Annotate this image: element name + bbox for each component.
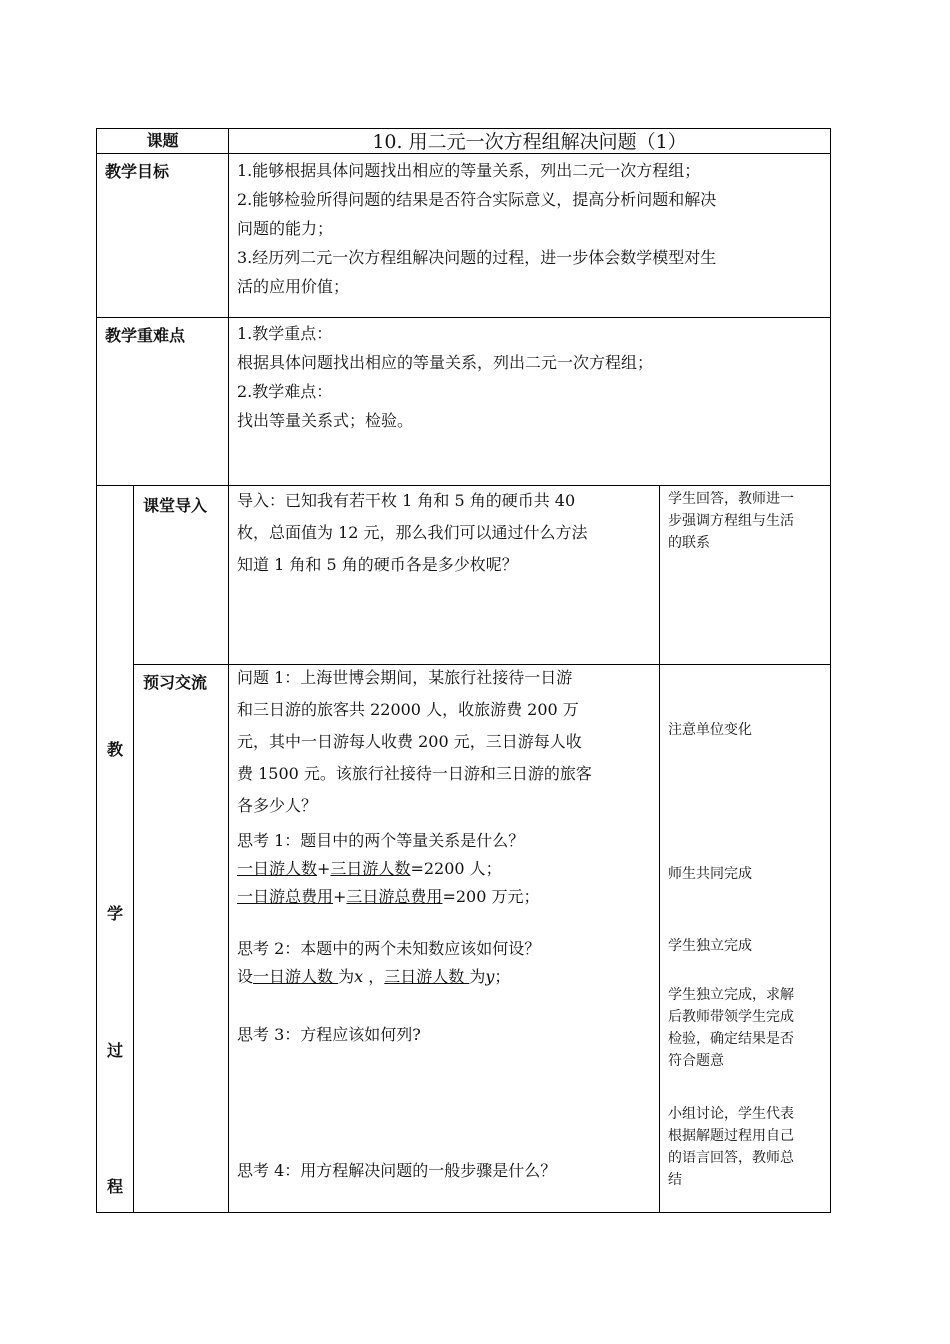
eq1-plus: + xyxy=(317,859,331,878)
problem-line: 问题 1：上海世博会期间，某旅行社接待一日游 xyxy=(237,668,573,687)
eq1-rest: =2200 人； xyxy=(410,859,502,878)
process-label-char: 学 xyxy=(107,904,124,923)
objective-line: 问题的能力； xyxy=(237,219,334,238)
key-point-line: 找出等量关系式；检验。 xyxy=(237,411,414,430)
note-line: 符合题意 xyxy=(668,1053,724,1069)
note-independent: 学生独立完成 xyxy=(668,938,752,954)
set-prefix: 设 xyxy=(237,967,254,986)
process-label-char: 过 xyxy=(107,1041,124,1060)
key-points-label: 教学重难点 xyxy=(105,326,186,345)
intro-line: 知道 1 角和 5 角的硬币各是多少枚呢？ xyxy=(237,555,518,574)
header-label: 课题 xyxy=(146,131,179,150)
think2-block xyxy=(237,935,657,991)
problem-line: 各多少人？ xyxy=(237,796,318,815)
note-line: 根据解题过程用自己 xyxy=(668,1128,794,1144)
eq2-rest: =200 万元； xyxy=(442,887,540,906)
eq2-term-a: 一日游总费用 xyxy=(237,887,334,906)
think4-question: 思考 4：用方程解决问题的一般步骤是什么？ xyxy=(237,1161,557,1180)
problem-text xyxy=(237,662,657,822)
page-title: 10. 用二元一次方程组解决问题（1） xyxy=(372,131,687,153)
set-mid1: 为 xyxy=(338,967,355,986)
equation-1 xyxy=(237,855,657,883)
var-y: y xyxy=(485,967,495,986)
variable-setup xyxy=(237,963,657,991)
problem-line: 和三日游的旅客共 22000 人，收旅游费 200 万 xyxy=(237,700,579,719)
col-divider xyxy=(228,129,229,1212)
col-divider xyxy=(133,485,134,1212)
note-line: 学生独立完成，求解 xyxy=(668,987,794,1003)
var-x: x xyxy=(354,967,364,986)
equation-2 xyxy=(237,883,657,911)
eq1-term-a: 一日游人数 xyxy=(237,859,318,878)
objective-line: 1.能够根据具体问题找出相应的等量关系，列出二元一次方程组； xyxy=(237,161,701,180)
note-line: 步强调方程组与生活 xyxy=(668,513,794,529)
objectives-list xyxy=(237,156,827,301)
set-term-b: 三日游人数 xyxy=(384,967,470,986)
process-label-char: 教 xyxy=(107,740,124,759)
row-divider xyxy=(97,317,830,318)
objectives-label: 教学目标 xyxy=(105,162,170,181)
objective-line: 3.经历列二元一次方程组解决问题的过程，进一步体会数学模型对生 xyxy=(237,248,717,267)
lesson-plan-table xyxy=(96,128,831,1213)
key-point-line: 2.教学难点： xyxy=(237,382,333,401)
problem-line: 元，其中一日游每人收费 200 元，三日游每人收 xyxy=(237,732,582,751)
intro-note xyxy=(668,488,828,554)
key-point-line: 根据具体问题找出相应的等量关系，列出二元一次方程组； xyxy=(237,353,654,372)
key-points-list xyxy=(237,319,827,435)
eq2-plus: + xyxy=(333,887,347,906)
key-point-line: 1.教学重点： xyxy=(237,324,333,343)
think1-question: 思考 1：题目中的两个等量关系是什么？ xyxy=(237,831,525,850)
note-group-discussion xyxy=(668,1103,828,1191)
set-mid2: 为 xyxy=(469,967,486,986)
process-label-char: 程 xyxy=(107,1177,124,1196)
note-line: 结 xyxy=(668,1172,682,1188)
preview-label: 预习交流 xyxy=(143,673,208,692)
objective-line: 活的应用价值； xyxy=(237,277,350,296)
row-divider xyxy=(97,153,830,154)
note-line: 小组讨论，学生代表 xyxy=(668,1106,794,1122)
set-comma: ， xyxy=(363,967,385,986)
objective-line: 2.能够检验所得问题的结果是否符合实际意义，提高分析问题和解决 xyxy=(237,190,717,209)
intro-text xyxy=(237,485,657,581)
note-line: 后教师带领学生完成 xyxy=(668,1009,794,1025)
note-line: 的联系 xyxy=(668,535,710,551)
set-end: ； xyxy=(494,967,511,986)
problem-line: 费 1500 元。该旅行社接待一日游和三日游的旅客 xyxy=(237,764,592,783)
note-solve-check xyxy=(668,984,828,1072)
note-units: 注意单位变化 xyxy=(668,722,752,738)
think2-question: 思考 2：本题中的两个未知数应该如何设？ xyxy=(237,939,541,958)
intro-line: 导入：已知我有若干枚 1 角和 5 角的硬币共 40 xyxy=(237,491,576,510)
eq2-term-b: 三日游总费用 xyxy=(346,887,443,906)
note-line: 检验，确定结果是否 xyxy=(668,1031,794,1047)
intro-label: 课堂导入 xyxy=(143,496,208,515)
intro-line: 枚，总面值为 12 元，那么我们可以通过什么方法 xyxy=(237,523,588,542)
think1-block xyxy=(237,827,657,911)
col-divider xyxy=(659,485,660,1212)
note-together: 师生共同完成 xyxy=(668,866,752,882)
note-line: 的语言回答，教师总 xyxy=(668,1150,794,1166)
eq1-term-b: 三日游人数 xyxy=(330,859,411,878)
note-line: 学生回答，教师进一 xyxy=(668,491,794,507)
think3-question: 思考 3：方程应该如何列? xyxy=(237,1025,421,1044)
set-term-a: 一日游人数 xyxy=(253,967,339,986)
